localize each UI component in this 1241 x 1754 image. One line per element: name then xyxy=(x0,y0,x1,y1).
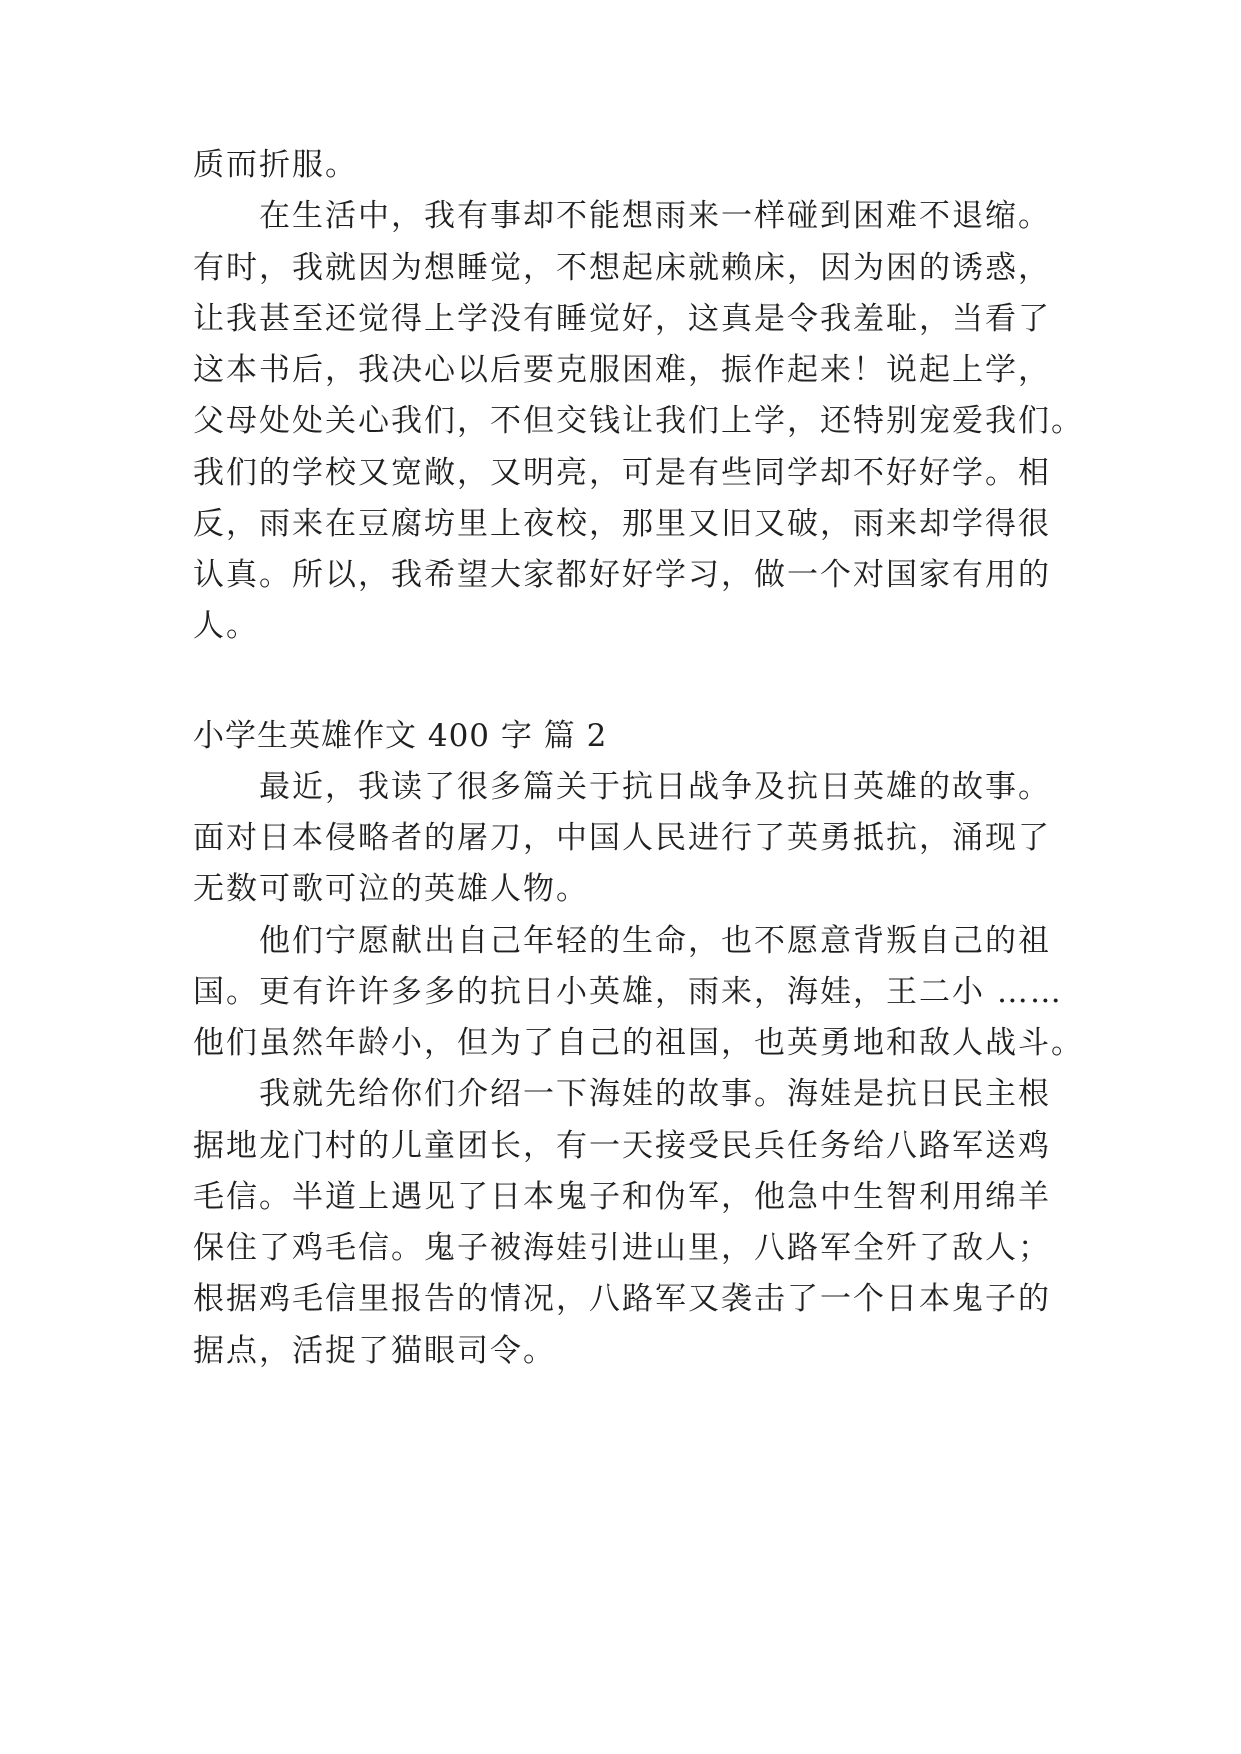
paragraph-line: 面对日本侵略者的屠刀，中国人民进行了英勇抵抗，涌现了 xyxy=(193,820,1051,856)
paragraph-line: 质而折服。 xyxy=(193,147,358,183)
paragraph-line: 他们宁愿献出自己年轻的生命，也不愿意背叛自己的祖 xyxy=(259,923,1051,959)
paragraph-line: 国。更有许许多多的抗日小英雄，雨来，海娃，王二小 …… xyxy=(193,974,1063,1010)
paragraph-line: 据地龙门村的儿童团长，有一天接受民兵任务给八路军送鸡 xyxy=(193,1128,1051,1164)
paragraph-line: 最近，我读了很多篇关于抗日战争及抗日英雄的故事。 xyxy=(259,769,1051,805)
paragraph-line: 这本书后，我决心以后要克服困难，振作起来！说起上学， xyxy=(193,352,1051,388)
paragraph-line: 在生活中，我有事却不能想雨来一样碰到困难不退缩。 xyxy=(259,198,1051,234)
paragraph-line: 有时，我就因为想睡觉，不想起床就赖床，因为困的诱惑， xyxy=(193,250,1051,286)
paragraph-line: 让我甚至还觉得上学没有睡觉好，这真是令我羞耻，当看了 xyxy=(193,301,1051,337)
paragraph-line: 父母处处关心我们，不但交钱让我们上学，还特别宠爱我们。 xyxy=(193,403,1084,439)
paragraph-line: 他们虽然年龄小，但为了自己的祖国，也英勇地和敌人战斗。 xyxy=(193,1025,1084,1061)
paragraph-line: 根据鸡毛信里报告的情况，八路军又袭击了一个日本鬼子的 xyxy=(193,1281,1051,1317)
section-heading: 小学生英雄作文 400 字 篇 2 xyxy=(193,718,608,754)
paragraph-line: 人。 xyxy=(193,608,259,644)
paragraph-line: 据点，活捉了猫眼司令。 xyxy=(193,1333,556,1369)
paragraph-line: 我就先给你们介绍一下海娃的故事。海娃是抗日民主根 xyxy=(259,1076,1051,1112)
paragraph-line: 反，雨来在豆腐坊里上夜校，那里又旧又破，雨来却学得很 xyxy=(193,506,1051,542)
paragraph-line: 无数可歌可泣的英雄人物。 xyxy=(193,871,589,907)
paragraph-line: 毛信。半道上遇见了日本鬼子和伪军，他急中生智利用绵羊 xyxy=(193,1179,1051,1215)
paragraph-line: 保住了鸡毛信。鬼子被海娃引进山里，八路军全歼了敌人； xyxy=(193,1230,1051,1266)
paragraph-line: 我们的学校又宽敞，又明亮，可是有些同学却不好好学。相 xyxy=(193,455,1051,491)
paragraph-line: 认真。所以，我希望大家都好好学习，做一个对国家有用的 xyxy=(193,557,1051,593)
